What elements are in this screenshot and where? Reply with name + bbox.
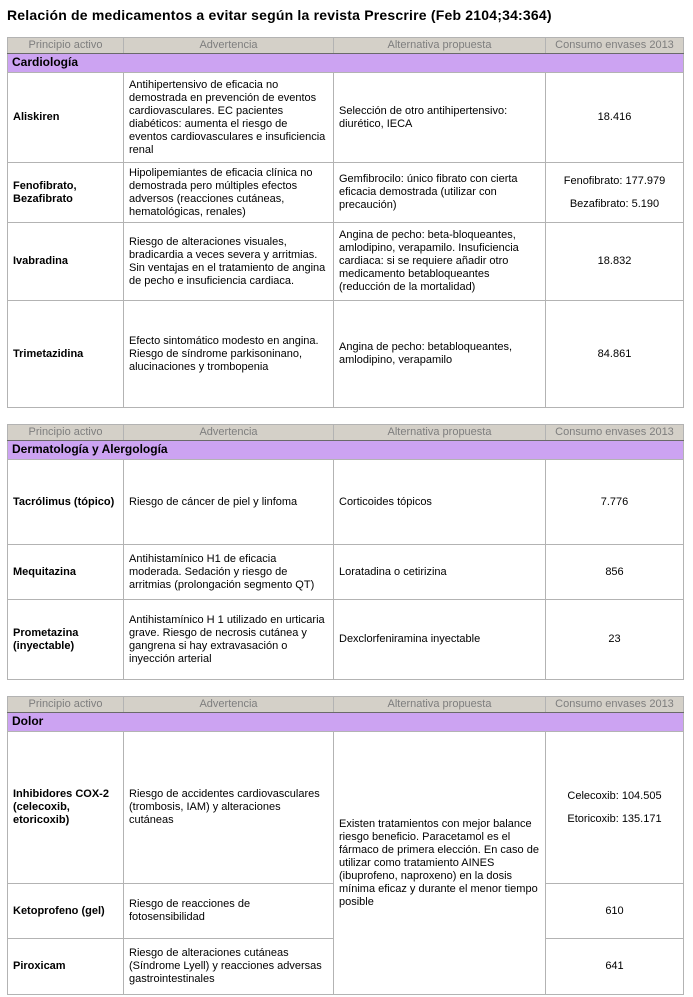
section-header-cardiologia: Cardiología	[8, 54, 684, 73]
principio-activo-cell: Ketoprofeno (gel)	[8, 884, 124, 939]
advertencia-cell: Efecto sintomático modesto en angina. Riesgo de síndrome parkisoninano, alucinaciones y trombopenia	[124, 301, 334, 408]
consumo-cell: 7.776	[546, 460, 684, 545]
consumo-cell: 18.416	[546, 73, 684, 163]
table-dolor	[7, 696, 684, 995]
consumo-line-celecoxib: Celecoxib: 104.505	[567, 789, 662, 802]
alternativa-cell: Loratadina o cetirizina	[334, 545, 546, 600]
advertencia-cell: Riesgo de cáncer de piel y linfoma	[124, 460, 334, 545]
table-row-inhibidores-cox2	[8, 732, 684, 884]
consumo-line-bezafibrato: Bezafibrato: 5.190	[569, 197, 660, 210]
advertencia-cell: Hipolipemiantes de eficacia clínica no demostrada pero múltiples efectos adversos (reacciones cutáneas, hematológicas, renales)	[124, 163, 334, 223]
principio-activo-cell: Trimetazidina	[8, 301, 124, 408]
principio-activo-cell: Inhibidores COX-2 (celecoxib, etoricoxib)	[8, 732, 124, 884]
alternativa-cell: Corticoides tópicos	[334, 460, 546, 545]
section-header-dolor: Dolor	[8, 713, 684, 732]
table-row-aliskiren	[8, 73, 684, 163]
column-header-alternativa-propuesta: Alternativa propuesta	[334, 38, 546, 54]
column-header-alternativa-propuesta: Alternativa propuesta	[334, 425, 546, 441]
advertencia-cell: Antihipertensivo de eficacia no demostrada en prevención de eventos cardiovasculares. EC pacientes diabéticos: aumenta el riesgo de eventos cardiovasculares e insuficiencia renal	[124, 73, 334, 163]
column-header-row	[8, 425, 684, 441]
column-header-advertencia: Advertencia	[124, 425, 334, 441]
principio-activo-cell: Fenofibrato, Bezafibrato	[8, 163, 124, 223]
alternativa-cell: Gemfibrocilo: único fibrato con cierta eficacia demostrada (utilizar con precaución)	[334, 163, 546, 223]
column-header-principio-activo: Principio activo	[8, 425, 124, 441]
alternativa-cell: Angina de pecho: beta-bloqueantes, amlodipino, verapamilo. Insuficiencia cardiaca: si se requiere añadir otro medicamento betabloqueantes (reducción de la mortalidad)	[334, 223, 546, 301]
alternativa-cell: Selección de otro antihipertensivo: diurético, IECA	[334, 73, 546, 163]
table-cardiologia	[7, 37, 684, 408]
table-row-prometazina	[8, 600, 684, 680]
section-row-cardiologia	[8, 54, 684, 73]
principio-activo-cell: Mequitazina	[8, 545, 124, 600]
column-header-principio-activo: Principio activo	[8, 38, 124, 54]
consumo-line-fenofibrato: Fenofibrato: 177.979	[563, 174, 666, 187]
section-row-dermatologia	[8, 441, 684, 460]
column-header-principio-activo: Principio activo	[8, 697, 124, 713]
consumo-cell	[546, 732, 684, 884]
advertencia-cell: Riesgo de alteraciones cutáneas (Síndrome Lyell) y reacciones adversas gastrointestinales	[124, 939, 334, 995]
column-header-row	[8, 38, 684, 54]
alternativa-merged-cell: Existen tratamientos con mejor balance riesgo beneficio. Paracetamol es el fármaco de primera elección. En caso de utilizar como tratamiento AINES (ibuprofeno, naproxeno) en la dosis mínima eficaz y durante el menor tiempo posible	[334, 732, 546, 995]
table-row-ivabradina	[8, 223, 684, 301]
table-row-mequitazina	[8, 545, 684, 600]
consumo-line-etoricoxib: Etoricoxib: 135.171	[567, 812, 662, 825]
advertencia-cell: Antihistamínico H1 de eficacia moderada. Sedación y riesgo de arritmias (prolongación segmento QT)	[124, 545, 334, 600]
table-row-tacrolimus	[8, 460, 684, 545]
table-row-trimetazidina	[8, 301, 684, 408]
advertencia-cell: Riesgo de alteraciones visuales, bradicardia a veces severa y arritmias. Sin ventajas en el tratamiento de angina de pecho e insuficiencia cardiaca.	[124, 223, 334, 301]
principio-activo-cell: Ivabradina	[8, 223, 124, 301]
column-header-row	[8, 697, 684, 713]
column-header-advertencia: Advertencia	[124, 38, 334, 54]
principio-activo-cell: Piroxicam	[8, 939, 124, 995]
consumo-cell	[546, 163, 684, 223]
column-header-advertencia: Advertencia	[124, 697, 334, 713]
advertencia-cell: Riesgo de reacciones de fotosensibilidad	[124, 884, 334, 939]
consumo-cell: 641	[546, 939, 684, 995]
column-header-consumo-envases: Consumo envases 2013	[546, 697, 684, 713]
table-dermatologia-alergologia	[7, 424, 684, 680]
table-row-fenofibrato-bezafibrato	[8, 163, 684, 223]
column-header-consumo-envases: Consumo envases 2013	[546, 425, 684, 441]
alternativa-cell: Angina de pecho: betabloqueantes, amlodipino, verapamilo	[334, 301, 546, 408]
consumo-cell: 856	[546, 545, 684, 600]
principio-activo-cell: Tacrólimus (tópico)	[8, 460, 124, 545]
principio-activo-cell: Prometazina (inyectable)	[8, 600, 124, 680]
advertencia-cell: Riesgo de accidentes cardiovasculares (trombosis, IAM) y alteraciones cutáneas	[124, 732, 334, 884]
principio-activo-cell: Aliskiren	[8, 73, 124, 163]
consumo-cell: 18.832	[546, 223, 684, 301]
section-header-dermatologia-alergologia: Dermatología y Alergología	[8, 441, 684, 460]
column-header-consumo-envases: Consumo envases 2013	[546, 38, 684, 54]
column-header-alternativa-propuesta: Alternativa propuesta	[334, 697, 546, 713]
consumo-cell: 23	[546, 600, 684, 680]
section-row-dolor	[8, 713, 684, 732]
consumo-cell: 84.861	[546, 301, 684, 408]
advertencia-cell: Antihistamínico H 1 utilizado en urticaria grave. Riesgo de necrosis cutánea y gangrena si hay extravasación o inyección arterial	[124, 600, 334, 680]
page-title: Relación de medicamentos a evitar según la revista Prescrire (Feb 2104;34:364)	[7, 7, 552, 23]
consumo-cell: 610	[546, 884, 684, 939]
document-page	[7, 7, 685, 995]
alternativa-cell: Dexclorfeniramina inyectable	[334, 600, 546, 680]
